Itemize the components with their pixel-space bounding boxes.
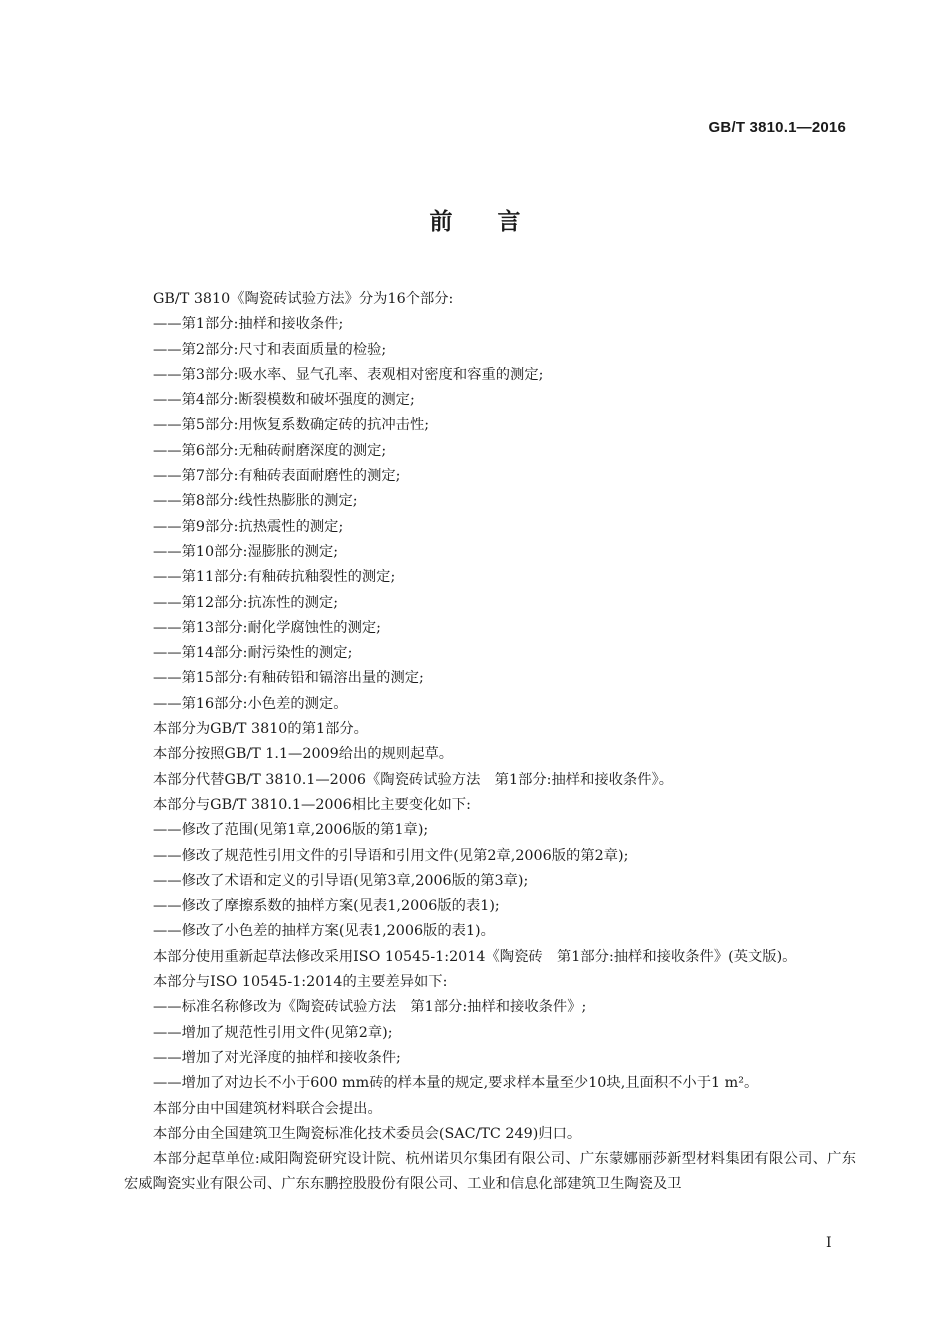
list-item: ——第5部分:用恢复系数确定砖的抗冲击性; bbox=[153, 417, 430, 434]
body-paragraph: 本部分为GB/T 3810的第1部分。 bbox=[153, 721, 368, 738]
list-item: ——第11部分:有釉砖抗釉裂性的测定; bbox=[153, 569, 396, 586]
body-paragraph: 本部分代替GB/T 3810.1—2006《陶瓷砖试验方法 第1部分:抽样和接收条件》。 bbox=[153, 771, 674, 788]
list-item: ——修改了小色差的抽样方案(见表1,2006版的表1)。 bbox=[153, 923, 495, 940]
list-item: ——第15部分:有釉砖铅和镉溶出量的测定; bbox=[153, 670, 424, 687]
list-item: ——增加了规范性引用文件(见第2章); bbox=[153, 1024, 393, 1041]
list-item: ——修改了摩擦系数的抽样方案(见表1,2006版的表1); bbox=[153, 898, 500, 915]
list-item: ——第6部分:无釉砖耐磨深度的测定; bbox=[153, 442, 387, 459]
list-item: ——第4部分:断裂模数和破坏强度的测定; bbox=[153, 392, 415, 409]
list-item: ——第14部分:耐污染性的测定; bbox=[153, 645, 353, 662]
list-item: ——第10部分:湿膨胀的测定; bbox=[153, 543, 339, 560]
page-number: I bbox=[826, 1235, 832, 1251]
page-title: 前言 bbox=[429, 209, 566, 235]
list-item: ——增加了对边长不小于600 mm砖的样本量的规定,要求样本量至少10块,且面积不小于1 m²。 bbox=[153, 1075, 759, 1092]
list-item: ——第13部分:耐化学腐蚀性的测定; bbox=[153, 619, 381, 636]
body-paragraph: 本部分按照GB/T 1.1—2009给出的规则起草。 bbox=[153, 746, 454, 763]
list-item: ——第9部分:抗热震性的测定; bbox=[153, 518, 344, 535]
list-item: ——标准名称修改为《陶瓷砖试验方法 第1部分:抽样和接收条件》; bbox=[153, 999, 587, 1016]
list-item: ——修改了范围(见第1章,2006版的第1章); bbox=[153, 822, 429, 839]
list-item: ——第12部分:抗冻性的测定; bbox=[153, 594, 339, 611]
body-paragraph: 本部分由全国建筑卫生陶瓷标准化技术委员会(SAC/TC 249)归口。 bbox=[153, 1125, 582, 1142]
body-paragraph: 本部分起草单位:咸阳陶瓷研究设计院、杭州诺贝尔集团有限公司、广东蒙娜丽莎新型材料集团有限公司、广东宏威陶瓷实业有限公司、广东东鹏控股股份有限公司、工业和信息化部建筑卫生陶瓷及卫 bbox=[124, 1151, 856, 1193]
body-paragraph: GB/T 3810《陶瓷砖试验方法》分为16个部分: bbox=[153, 291, 454, 307]
list-item: ——修改了规范性引用文件的引导语和引用文件(见第2章,2006版的第2章); bbox=[153, 847, 629, 864]
document-body bbox=[124, 287, 856, 1198]
body-paragraph: 本部分与GB/T 3810.1—2006相比主要变化如下: bbox=[153, 796, 471, 813]
list-item: ——第16部分:小色差的测定。 bbox=[153, 695, 348, 712]
standard-number: GB/T 3810.1—2016 bbox=[708, 119, 846, 136]
list-item: ——增加了对光泽度的抽样和接收条件; bbox=[153, 1049, 401, 1066]
list-item: ——修改了术语和定义的引导语(见第3章,2006版的第3章); bbox=[153, 872, 529, 889]
list-item: ——第7部分:有釉砖表面耐磨性的测定; bbox=[153, 468, 401, 485]
body-paragraph: 本部分与ISO 10545-1:2014的主要差异如下: bbox=[153, 974, 448, 991]
list-item: ——第8部分:线性热膨胀的测定; bbox=[153, 493, 358, 510]
list-item: ——第1部分:抽样和接收条件; bbox=[153, 316, 344, 333]
body-paragraph: 本部分使用重新起草法修改采用ISO 10545-1:2014《陶瓷砖 第1部分:抽样和接收条件》(英文版)。 bbox=[153, 948, 797, 965]
list-item: ——第3部分:吸水率、显气孔率、表观相对密度和容重的测定; bbox=[153, 366, 544, 383]
body-paragraph: 本部分由中国建筑材料联合会提出。 bbox=[153, 1100, 382, 1117]
list-item: ——第2部分:尺寸和表面质量的检验; bbox=[153, 341, 387, 358]
